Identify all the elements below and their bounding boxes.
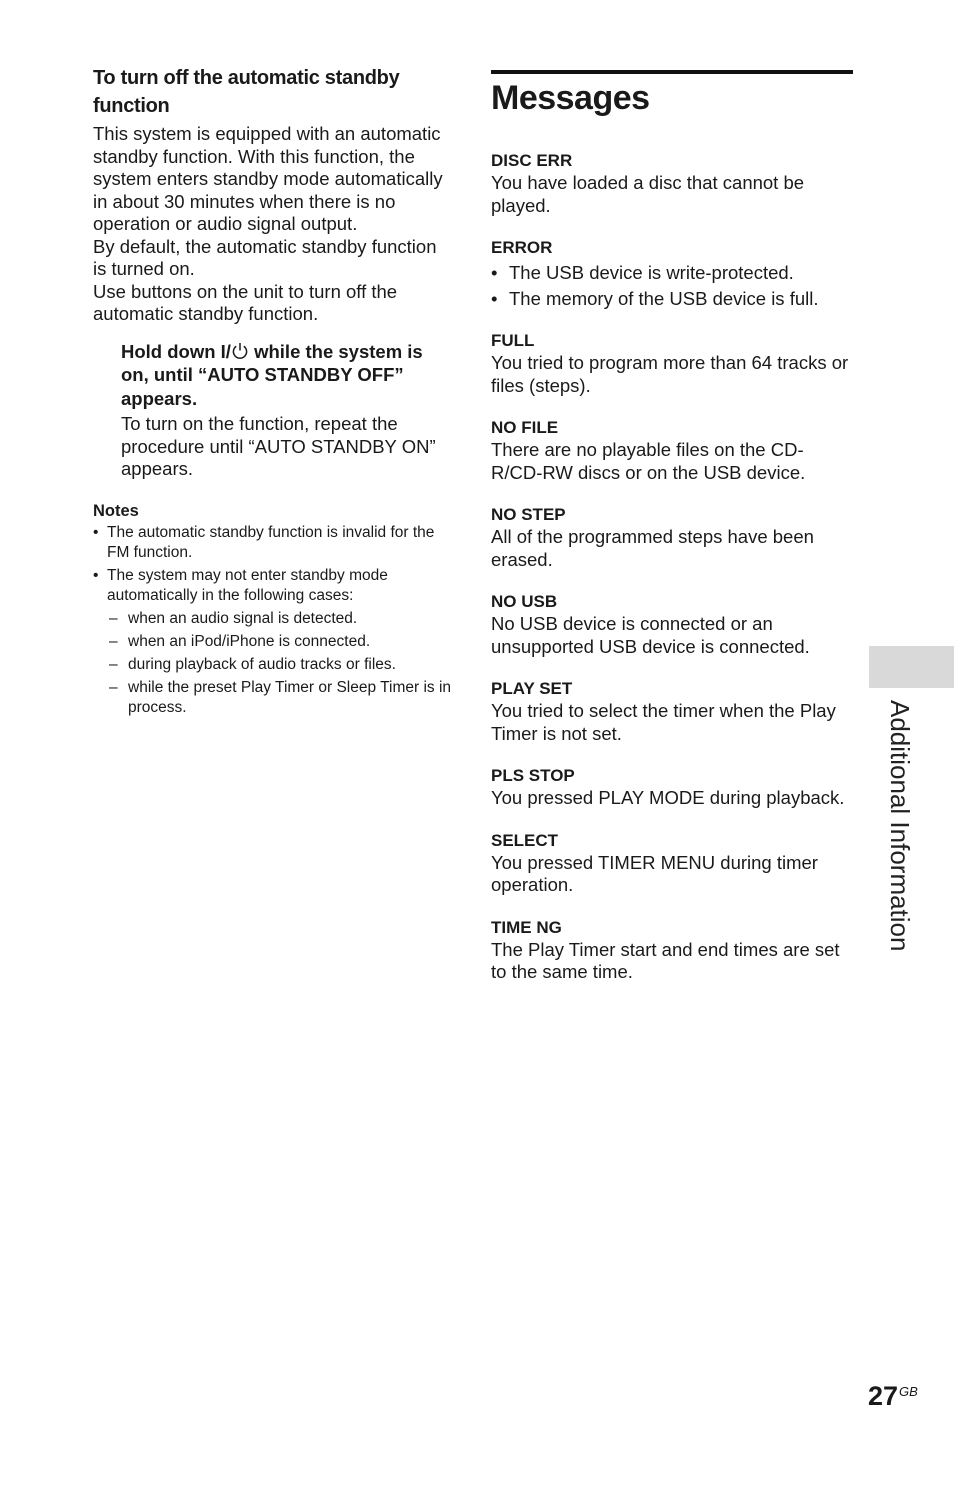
dash-icon: – — [109, 678, 118, 696]
message-text: There are no playable files on the CD-R/CD-RW discs or on the USB device. — [491, 439, 806, 483]
message-entry — [491, 678, 853, 745]
message-text: You tried to select the timer when the Play Timer is not set. — [491, 700, 836, 744]
note-item — [93, 566, 453, 606]
message-bullet — [491, 262, 853, 285]
message-text: The Play Timer start and end times are set to the same time. — [491, 938, 840, 982]
notes-title: Notes — [93, 501, 139, 520]
section-tab — [869, 646, 954, 688]
message-text: You have loaded a disc that cannot be played. — [491, 172, 805, 216]
body-paragraph: By default, the automatic standby function is turned on. — [93, 235, 437, 279]
message-bullet-text: The memory of the USB device is full. — [509, 287, 819, 309]
title-rule — [491, 70, 853, 74]
message-entry — [491, 237, 853, 310]
message-entry — [491, 765, 853, 810]
power-icon — [231, 342, 249, 360]
message-entry — [491, 417, 853, 484]
procedure-step — [121, 340, 453, 481]
step-instruction-part: while the system is on, until “AUTO STANDBY OFF” appears. — [121, 340, 423, 409]
bullet-icon: • — [491, 287, 498, 309]
message-code: PLS STOP — [491, 766, 575, 785]
message-text: No USB device is connected or an unsupported USB device is connected. — [491, 613, 810, 657]
section-heading: To turn off the automatic standby function — [93, 67, 400, 117]
bullet-icon: • — [93, 566, 99, 584]
note-subitem-text: when an audio signal is detected. — [128, 609, 358, 627]
message-text: All of the programmed steps have been erased. — [491, 526, 814, 570]
note-subitem — [93, 678, 453, 718]
message-code: FULL — [491, 331, 535, 350]
message-code: ERROR — [491, 238, 553, 257]
bullet-icon: • — [491, 262, 498, 283]
message-text: You pressed TIMER MENU during timer operation. — [491, 851, 818, 895]
bullet-icon: • — [93, 523, 99, 541]
page-number: 27 — [868, 1381, 899, 1411]
note-subitem — [93, 609, 453, 629]
message-entry — [491, 591, 853, 658]
message-code: NO USB — [491, 592, 558, 611]
section-tab-label: Additional Information — [885, 700, 915, 952]
message-text: You pressed PLAY MODE during playback. — [491, 787, 845, 808]
message-code: NO FILE — [491, 418, 559, 437]
note-text: The automatic standby function is invalid for the FM function. — [107, 523, 435, 561]
note-text: The system may not enter standby mode automatically in the following cases: — [107, 566, 388, 604]
note-subitem-text: during playback of audio tracks or files. — [128, 655, 396, 673]
step-detail: To turn on the function, repeat the procedure until “AUTO STANDBY ON” appears. — [121, 413, 436, 479]
note-subitem — [93, 655, 453, 675]
body-paragraph: This system is equipped with an automatic standby function. With this function, the system enters standby mode automatically in about 30 minutes when there is no operation or audio signal output. — [93, 123, 443, 234]
message-entry — [491, 330, 853, 397]
note-subitem-text: when an iPod/iPhone is connected. — [128, 632, 371, 650]
message-code: SELECT — [491, 830, 559, 850]
dash-icon: – — [109, 609, 118, 627]
note-subitem — [93, 632, 453, 652]
message-entry — [491, 830, 853, 897]
message-code: TIME NG — [491, 917, 562, 937]
message-entry — [491, 150, 853, 217]
page-number-suffix: GB — [899, 1384, 918, 1399]
page-title: Messages — [491, 79, 650, 117]
dash-icon: – — [109, 632, 118, 650]
message-code: PLAY SET — [491, 679, 573, 698]
step-instruction — [121, 340, 453, 411]
note-subitem-text: while the preset Play Timer or Sleep Timer is in process. — [128, 678, 452, 716]
message-code: DISC ERR — [491, 151, 573, 170]
message-text: You tried to program more than 64 tracks or files (steps). — [491, 352, 849, 396]
message-bullet — [491, 288, 853, 311]
message-code: NO STEP — [491, 505, 566, 524]
note-item — [93, 523, 453, 563]
notes-section — [93, 501, 453, 718]
message-entry — [491, 504, 853, 571]
message-entry — [491, 917, 853, 984]
body-paragraph: Use buttons on the unit to turn off the automatic standby function. — [93, 280, 398, 324]
dash-icon: – — [109, 655, 118, 673]
step-instruction-part: Hold down I/ — [121, 340, 231, 362]
right-column — [491, 70, 853, 1004]
left-column — [93, 64, 453, 721]
message-bullet-text: The USB device is write-protected. — [509, 262, 794, 283]
